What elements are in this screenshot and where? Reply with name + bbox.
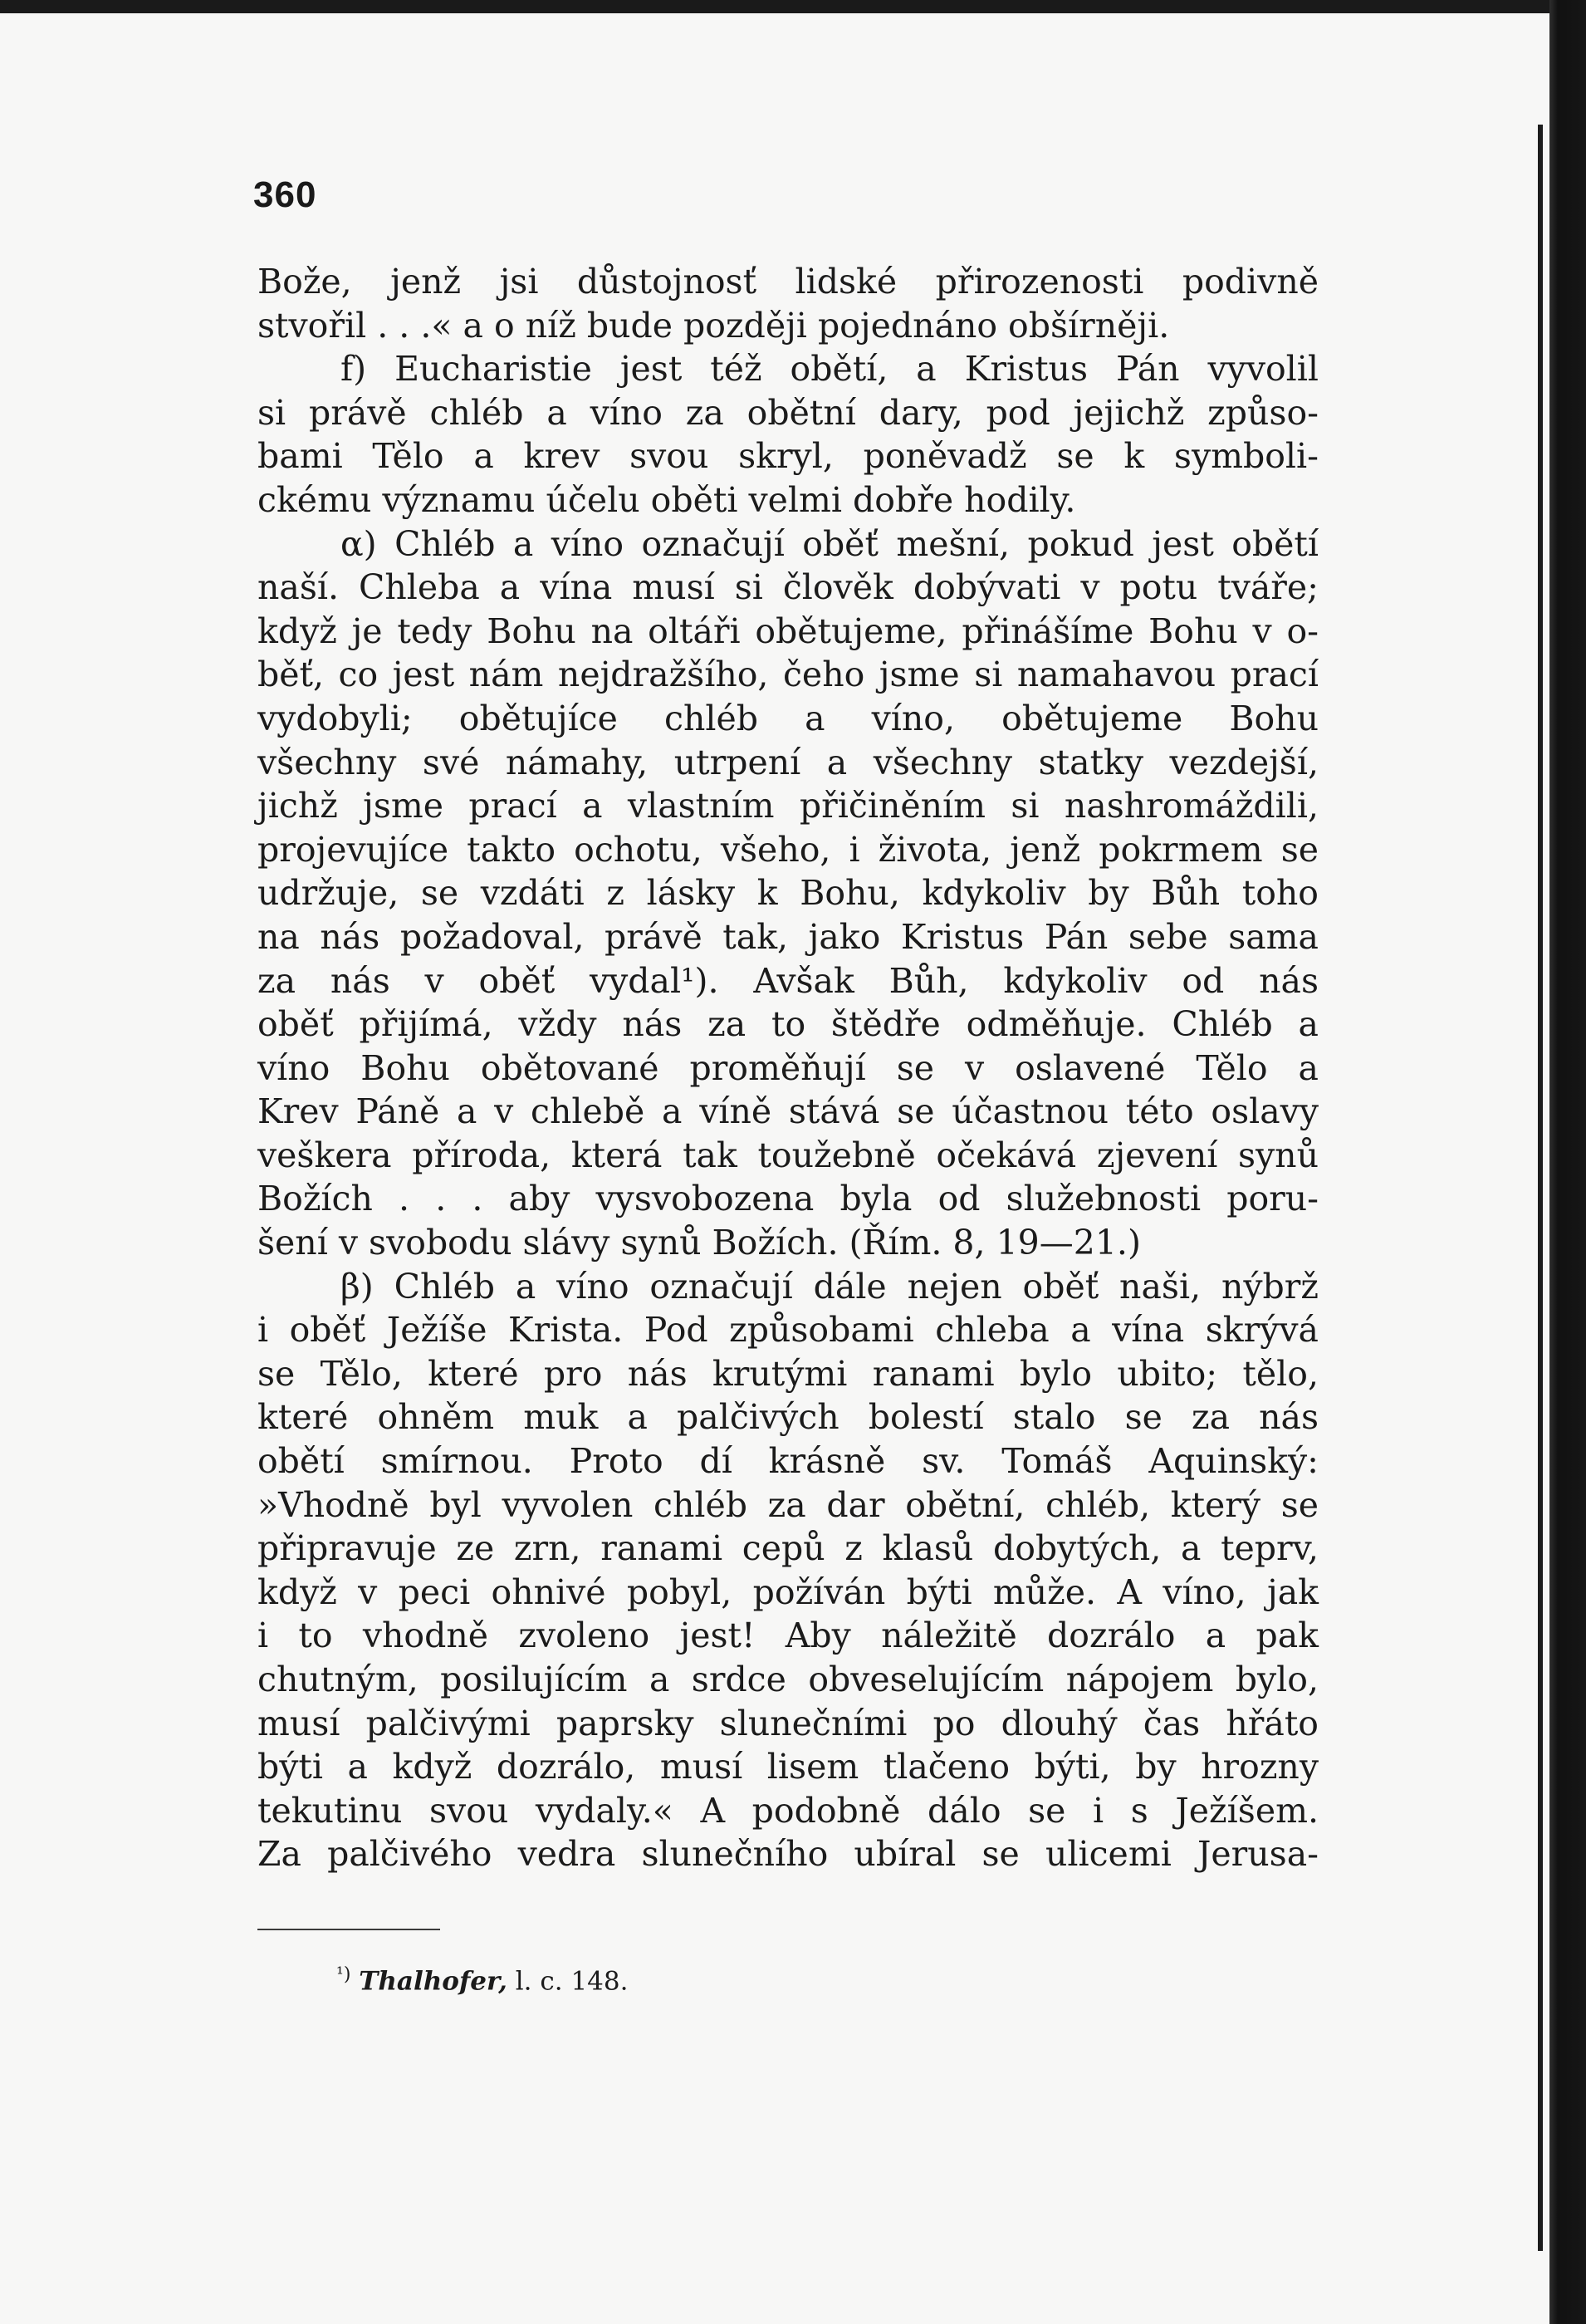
text-line: »Vhodně byl vyvolen chléb za dar obětní, chléb, který se [257,1484,1319,1525]
text-line: f) Eucharistie jest též obětí, a Kristus Pán vyvolil [340,349,1319,390]
scan-right-edge [1549,0,1586,2324]
footnote-divider [257,1929,440,1930]
text-line: tekutinu svou vydaly.« A podobně dálo se i s Ježíšem. [257,1790,1319,1831]
text-line: Za palčivého vedra slunečního ubíral se ulicemi Jerusa- [257,1834,1319,1875]
text-line: Božích . . . aby vysvobozena byla od služebnosti poru- [257,1179,1319,1219]
text-line: naší. Chleba a vína musí si člověk dobývati v potu tváře; [257,567,1319,608]
text-line: si právě chléb a víno za obětní dary, pod jejichž způso- [257,392,1319,433]
text-line: za nás v oběť vydal¹). Avšak Bůh, kdykoliv od nás [257,960,1319,1001]
text-line: i oběť Ježíše Krista. Pod způsobami chleba a vína skrývá [257,1310,1319,1351]
text-line: které ohněm muk a palčivých bolestí stalo se za nás [257,1397,1319,1438]
text-line: vydobyli; obětujíce chléb a víno, obětujeme Bohu [257,698,1319,738]
text-line: β) Chléb a víno označují dále nejen oběť naši, nýbrž [340,1266,1319,1307]
text-line: na nás požadoval, právě tak, jako Kristus Pán sebe sama [257,916,1319,957]
text-line: musí palčivými paprsky slunečními po dlouhý čas hřáto [257,1703,1319,1743]
footnote-author: Thalhofer, [359,1966,507,1997]
text-line: všechny své námahy, utrpení a všechny statky vezdejší, [257,742,1319,782]
text-line: stvořil . . .« a o níž bude později pojednáno obšírněji. [257,305,1170,346]
text-line: víno Bohu obětované proměňují se v oslavené Tělo a [257,1047,1319,1088]
text-line: jichž jsme prací a vlastním přičiněním si nashromáždili, [257,786,1319,826]
text-line: α) Chléb a víno označují oběť mešní, pokud jest obětí [340,523,1319,564]
binding-line [1538,125,1543,2251]
text-line: Krev Páně a v chlebě a víně stává se účastnou této oslavy [257,1091,1319,1132]
footnote-reference: l. c. 148. [515,1966,629,1997]
page-number: 360 [253,174,317,215]
text-line: oběť přijímá, vždy nás za to štědře odměňuje. Chléb a [257,1004,1319,1045]
text-line: udržuje, se vzdáti z lásky k Bohu, kdykoliv by Bůh toho [257,873,1319,914]
footnote [336,1964,628,1996]
text-line: běť, co jest nám nejdražšího, čeho jsme si namahavou prací [257,655,1319,695]
text-line: veškera příroda, která tak toužebně očekává zjevení synů [257,1135,1319,1175]
text-line: projevujíce takto ochotu, všeho, i života, jenž pokrmem se [257,829,1319,870]
text-line: ckému významu účelu oběti velmi dobře hodily. [257,479,1076,520]
scan-top-border [0,0,1586,13]
footnote-marker: ¹) [336,1964,351,1985]
text-line: Bože, jenž jsi důstojnosť lidské přirozenosti podivně [257,262,1319,302]
text-line: obětí smírnou. Proto dí krásně sv. Tomáš Aquinský: [257,1441,1319,1482]
text-line: když je tedy Bohu na oltáři obětujeme, přinášíme Bohu v o- [257,610,1319,651]
text-line: býti a když dozrálo, musí lisem tlačeno býti, by hrozny [257,1747,1319,1787]
text-line: i to vhodně zvoleno jest! Aby náležitě dozrálo a pak [257,1616,1319,1656]
body-text [257,260,1319,1876]
text-line: když v peci ohnivé pobyl, požíván býti může. A víno, jak [257,1571,1319,1612]
text-line: bami Tělo a krev svou skryl, poněvadž se k symboli- [257,436,1319,477]
text-line: se Tělo, které pro nás krutými ranami bylo ubito; tělo, [257,1353,1319,1394]
text-line: šení v svobodu slávy synů Božích. (Řím. 8, 19—21.) [257,1223,1141,1263]
text-line: připravuje ze zrn, ranami cepů z klasů dobytých, a teprv, [257,1528,1319,1569]
text-line: chutným, posilujícím a srdce obveselujícím nápojem bylo, [257,1660,1319,1699]
